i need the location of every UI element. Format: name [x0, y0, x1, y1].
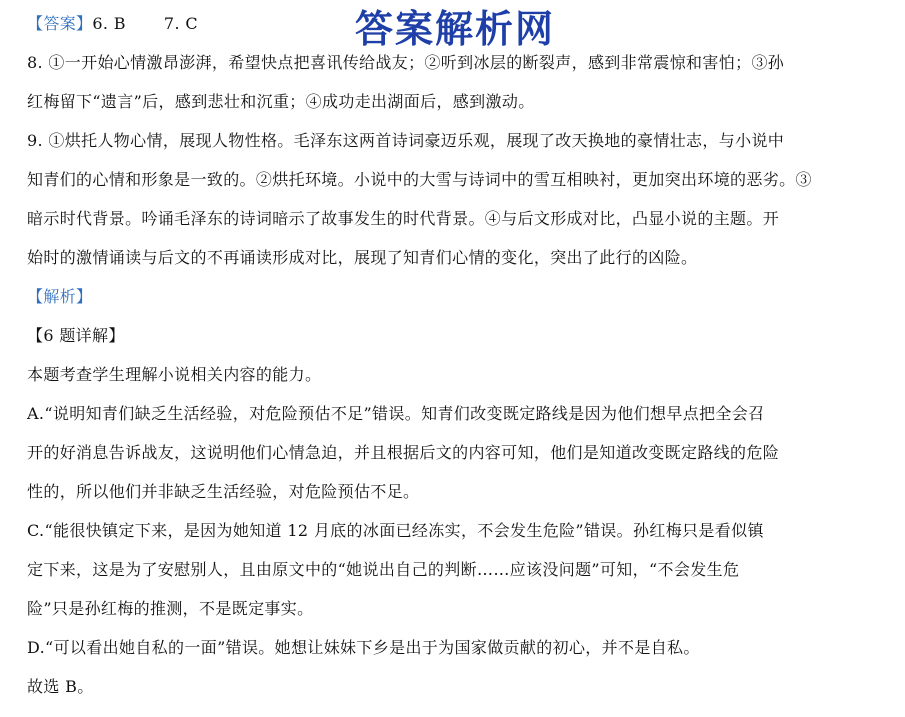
analysis-line: 开的好消息告诉战友，这说明他们心情急迫，并且根据后文的内容可知，他们是知道改变既定路线的危险: [27, 443, 780, 462]
answer-header: [27, 14, 198, 34]
answer-q7: 7. C: [163, 14, 198, 33]
watermark-logo: 答案解析网: [355, 7, 556, 51]
answer-line: 始时的激情诵读与后文的不再诵读形成对比，展现了知青们心情的变化，突出了此行的凶险。: [27, 248, 698, 267]
answer-q6: 6. B: [92, 14, 126, 33]
analysis-line: C.“能很快镇定下来，是因为她知道 12 月底的冰面已经冻实，不会发生危险”错误。孙红梅只是看似镇: [27, 521, 764, 540]
answer-line: 9. ①烘托人物心情，展现人物性格。毛泽东这两首诗词豪迈乐观，展现了改天换地的豪情壮志，与小说中: [27, 131, 785, 150]
answer-line: 暗示时代背景。吟诵毛泽东的诗词暗示了故事发生的时代背景。④与后文形成对比，凸显小说的主题。开: [27, 209, 780, 228]
answer-line: 8. ①一开始心情激昂澎湃，希望快点把喜讯传给战友；②听到冰层的断裂声，感到非常震惊和害怕；③孙: [27, 53, 785, 72]
analysis-line: 本题考查学生理解小说相关内容的能力。: [27, 365, 322, 384]
analysis-tag: 【解析】: [27, 287, 93, 306]
detail-heading: 【6 题详解】: [27, 326, 125, 345]
answer-line: 红梅留下“遗言”后，感到悲壮和沉重；④成功走出湖面后，感到激动。: [27, 92, 535, 111]
answer-tag: 【答案】: [27, 14, 93, 33]
analysis-line: 性的，所以他们并非缺乏生活经验，对危险预估不足。: [27, 482, 420, 501]
analysis-line: A.“说明知青们缺乏生活经验，对危险预估不足”错误。知青们改变既定路线是因为他们想早点把全会召: [27, 404, 765, 423]
analysis-line: 故选 B。: [27, 677, 94, 696]
analysis-line: 险”只是孙红梅的推测，不是既定事实。: [27, 599, 314, 618]
analysis-line: 定下来，这是为了安慰别人，且由原文中的“她说出自己的判断……应该没问题”可知，“不会发生危: [27, 560, 740, 579]
analysis-line: D.“可以看出她自私的一面”错误。她想让妹妹下乡是出于为国家做贡献的初心，并不是自私。: [27, 638, 700, 657]
answer-line: 知青们的心情和形象是一致的。②烘托环境。小说中的大雪与诗词中的雪互相映衬，更加突出环境的恶劣。③: [27, 170, 812, 189]
